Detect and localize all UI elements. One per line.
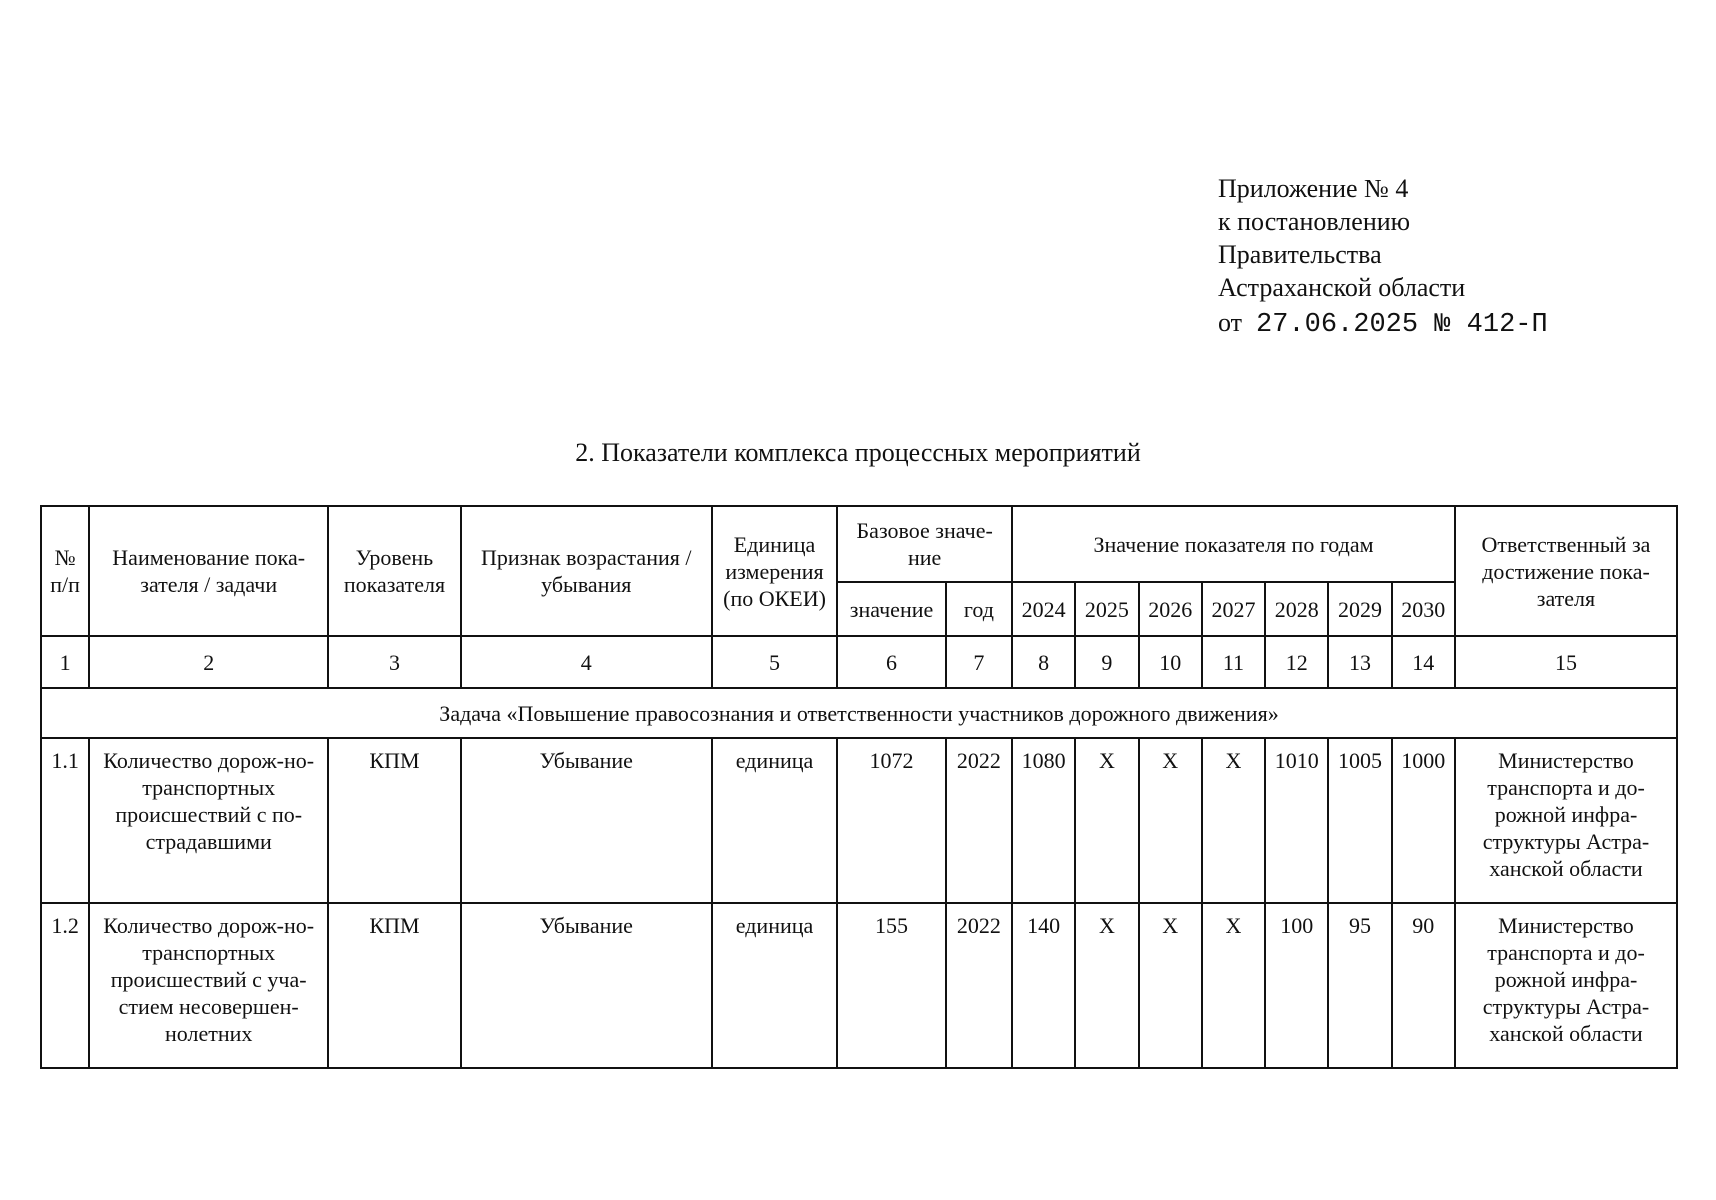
col-num: 14 bbox=[1392, 636, 1455, 688]
table-row bbox=[41, 738, 1677, 903]
col-num: 9 bbox=[1075, 636, 1138, 688]
resolution-date-number: 27.06.2025 № 412-П bbox=[1256, 310, 1548, 340]
row-name: Количество дорож-но-транспортных происшествий с уча-стием несовершен-нолетних bbox=[89, 903, 328, 1068]
header-year-2028: 2028 bbox=[1265, 582, 1328, 636]
col-num: 6 bbox=[837, 636, 945, 688]
appendix-line-1: Приложение № 4 bbox=[1218, 174, 1409, 203]
header-trend: Признак возрастания / убывания bbox=[461, 506, 712, 636]
row-trend: Убывание bbox=[461, 903, 712, 1068]
header-year-2027: 2027 bbox=[1202, 582, 1265, 636]
column-number-row bbox=[41, 636, 1677, 688]
appendix-block bbox=[1218, 172, 1548, 342]
row-value-2026: Х bbox=[1139, 903, 1202, 1068]
row-value-2030: 90 bbox=[1392, 903, 1455, 1068]
indicators-table bbox=[40, 505, 1678, 1069]
row-responsible: Министерство транспорта и до-рожной инфра-структуры Астра-ханской области bbox=[1455, 903, 1677, 1068]
col-num: 2 bbox=[89, 636, 328, 688]
header-year-2024: 2024 bbox=[1012, 582, 1075, 636]
row-value-2028: 100 bbox=[1265, 903, 1328, 1068]
header-unit: Единица измерения (по ОКЕИ) bbox=[712, 506, 838, 636]
row-value-2024: 140 bbox=[1012, 903, 1075, 1068]
row-num: 1.2 bbox=[41, 903, 89, 1068]
row-base-value: 155 bbox=[837, 903, 945, 1068]
row-value-2024: 1080 bbox=[1012, 738, 1075, 903]
header-base-year: год bbox=[946, 582, 1012, 636]
table-row bbox=[41, 903, 1677, 1068]
col-num: 15 bbox=[1455, 636, 1677, 688]
row-value-2028: 1010 bbox=[1265, 738, 1328, 903]
task-title: Задача «Повышение правосознания и ответственности участников дорожного движения» bbox=[41, 688, 1677, 738]
row-level: КПМ bbox=[328, 738, 461, 903]
row-name: Количество дорож-но-транспортных происшествий с по-страдавшими bbox=[89, 738, 328, 903]
row-value-2027: Х bbox=[1202, 903, 1265, 1068]
col-num: 10 bbox=[1139, 636, 1202, 688]
section-title: 2. Показатели комплекса процессных мероприятий bbox=[575, 438, 1141, 467]
date-prefix: от bbox=[1218, 308, 1243, 337]
row-level: КПМ bbox=[328, 903, 461, 1068]
row-num: 1.1 bbox=[41, 738, 89, 903]
row-value-2030: 1000 bbox=[1392, 738, 1455, 903]
header-num: № п/п bbox=[41, 506, 89, 636]
col-num: 1 bbox=[41, 636, 89, 688]
row-base-value: 1072 bbox=[837, 738, 945, 903]
row-trend: Убывание bbox=[461, 738, 712, 903]
col-num: 8 bbox=[1012, 636, 1075, 688]
row-unit: единица bbox=[712, 903, 838, 1068]
row-value-2026: Х bbox=[1139, 738, 1202, 903]
row-value-2029: 95 bbox=[1328, 903, 1391, 1068]
header-year-2026: 2026 bbox=[1139, 582, 1202, 636]
col-num: 4 bbox=[461, 636, 712, 688]
row-value-2025: Х bbox=[1075, 738, 1138, 903]
header-base: Базовое значе-ние bbox=[837, 506, 1012, 582]
appendix-line-3: Правительства bbox=[1218, 240, 1382, 269]
row-unit: единица bbox=[712, 738, 838, 903]
appendix-date-line bbox=[1218, 306, 1548, 342]
row-base-year: 2022 bbox=[946, 903, 1012, 1068]
row-value-2029: 1005 bbox=[1328, 738, 1391, 903]
col-num: 13 bbox=[1328, 636, 1391, 688]
col-num: 7 bbox=[946, 636, 1012, 688]
header-row-1 bbox=[41, 506, 1677, 582]
appendix-line-2: к постановлению bbox=[1218, 207, 1411, 236]
header-year-2029: 2029 bbox=[1328, 582, 1391, 636]
header-year-2025: 2025 bbox=[1075, 582, 1138, 636]
col-num: 3 bbox=[328, 636, 461, 688]
row-base-year: 2022 bbox=[946, 738, 1012, 903]
header-name: Наименование пока-зателя / задачи bbox=[89, 506, 328, 636]
header-level: Уровень показателя bbox=[328, 506, 461, 636]
header-year-2030: 2030 bbox=[1392, 582, 1455, 636]
header-base-value: значение bbox=[837, 582, 945, 636]
row-value-2027: Х bbox=[1202, 738, 1265, 903]
col-num: 11 bbox=[1202, 636, 1265, 688]
col-num: 12 bbox=[1265, 636, 1328, 688]
task-row bbox=[41, 688, 1677, 738]
header-by-years: Значение показателя по годам bbox=[1012, 506, 1455, 582]
row-responsible: Министерство транспорта и до-рожной инфра-структуры Астра-ханской области bbox=[1455, 738, 1677, 903]
appendix-line-4: Астраханской области bbox=[1218, 273, 1466, 302]
row-value-2025: Х bbox=[1075, 903, 1138, 1068]
header-responsible: Ответственный за достижение пока-зателя bbox=[1455, 506, 1677, 636]
col-num: 5 bbox=[712, 636, 838, 688]
